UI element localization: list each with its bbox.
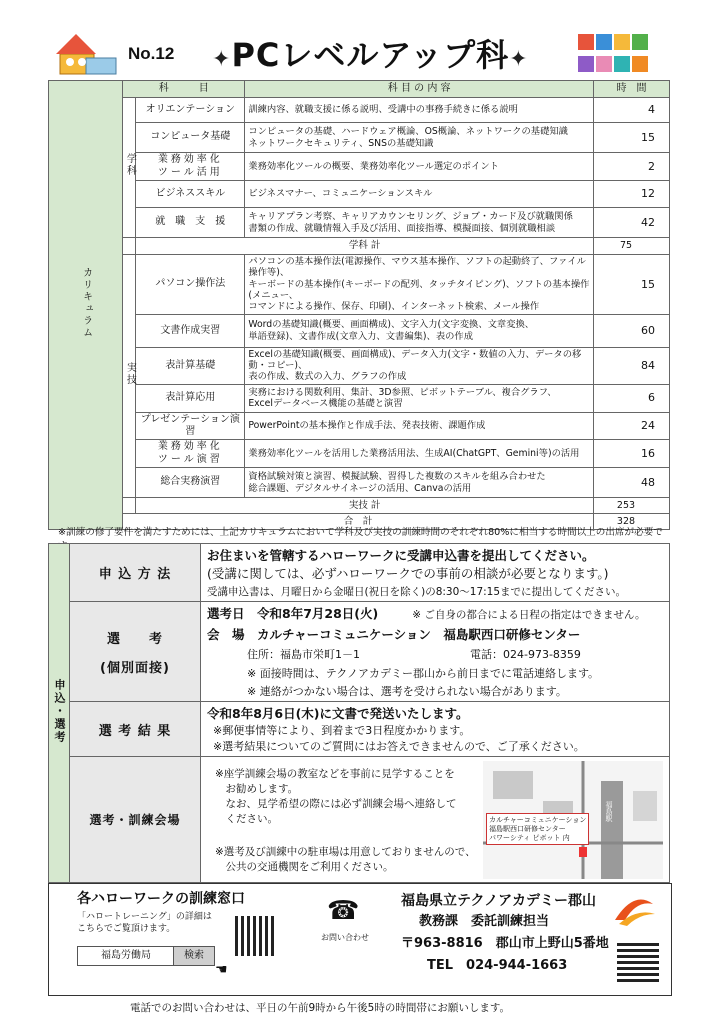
subject-hours: 15 <box>594 123 670 153</box>
subject-hours: 12 <box>594 181 670 208</box>
jitsugi-label: 実技 <box>123 255 136 498</box>
select-sub: (個別面接) <box>100 660 170 676</box>
subject-hours: 4 <box>594 98 670 123</box>
hw-desc: 「ハロートレーニング」の詳細は こちらでご覧頂けます。 <box>77 912 212 934</box>
subject-name: 就 職 支 援 <box>136 208 245 238</box>
map-station-label: 福島駅 <box>605 801 613 822</box>
venue-tel: 電話：024-973-8359 <box>470 648 581 661</box>
application-table <box>48 543 670 883</box>
subject-name: 表計算基礎 <box>136 347 245 384</box>
subject-content: 業務効率化ツールを活用した業務活用法、生成AI(ChatGPT、Gemini等)の活用 <box>245 440 594 468</box>
subject-name: パソコン操作法 <box>136 255 245 315</box>
attendance-note: ※訓練の修了要件を満たすためには、上記カリキュラムにおいて学科及び実技の訓練時間のそれぞれ80%に相当する時間以上の出席が必要で <box>58 527 663 538</box>
select-date: 選考日 令和8年7月28日(火) <box>207 606 379 621</box>
method-line1: お住まいを管轄するハローワークに受講申込書を提出してください。 <box>207 548 595 563</box>
result-label: 選 考 結 果 <box>70 702 201 757</box>
search-button[interactable]: 検索 <box>173 946 215 966</box>
subject-name: プレゼンテーション演習 <box>136 412 245 439</box>
grand-total: 328 <box>594 514 670 530</box>
sparkle-icon: ✦ <box>212 47 232 72</box>
contact-box <box>48 883 672 996</box>
gakka-total: 75 <box>594 238 670 255</box>
jitsugi-total: 253 <box>594 498 670 514</box>
result-line3: ※選考結果についてのご質問にはお答えできませんので、ご了承ください。 <box>213 740 585 753</box>
jitsugi-total-label: 実技 計 <box>136 498 594 514</box>
subject-name: 表計算応用 <box>136 384 245 412</box>
venue-map <box>483 761 663 879</box>
method-line3: 受講申込書は、月曜日から金曜日(祝日を除く)の8:30～17:15までに提出してください。 <box>207 586 627 598</box>
map-venue-label: カルチャーコミュニケーション 福島駅西口研修センター パワーシティ ピボット 内 <box>486 813 589 845</box>
subject-content: Wordの基礎知識(概要、画面構成)、文字入力(文字変換、文章変換、 単語登録)、文書作成(文章入力、文書編集)、表の作成 <box>245 314 594 347</box>
select-note2: ※ 連絡がつかない場合は、選考を受けられない場合があります。 <box>247 685 567 698</box>
select-label-cell <box>70 602 201 702</box>
subject-content: 業務効率化ツールの概要、業務効率化ツール選定のポイント <box>245 153 594 181</box>
qr-code-icon <box>235 916 275 956</box>
venue-address: 住所：福島市栄町1－1 <box>247 648 360 661</box>
subject-hours: 16 <box>594 440 670 468</box>
subject-name: 業務効率化 ツール演習 <box>136 440 245 468</box>
subject-hours: 24 <box>594 412 670 439</box>
subject-hours: 48 <box>594 468 670 498</box>
subject-content: 実務における関数利用、集計、3D参照、ピボットテーブル、複合グラフ、 Excelデータベース機能の基礎と演習 <box>245 384 594 412</box>
subject-hours: 15 <box>594 255 670 315</box>
subject-name: コンピュータ基礎 <box>136 123 245 153</box>
venue-label: 選考・訓練会場 <box>70 757 201 883</box>
col-content: 科 目 の 内 容 <box>245 81 594 98</box>
slogan-logo <box>576 30 652 80</box>
curriculum-category: カリキュラム <box>49 81 123 530</box>
sparkle-icon: ✦ <box>509 47 529 72</box>
method-label: 申 込 方 法 <box>70 544 201 602</box>
search-input[interactable]: 福島労働局 <box>77 946 175 966</box>
subject-content: PowerPointの基本操作と作成手法、発表技術、課題作成 <box>245 412 594 439</box>
org-name: 福島県立テクノアカデミー郡山 <box>401 893 597 909</box>
org-tel: TEL 024-944-1663 <box>427 958 568 973</box>
subject-content: Excelの基礎知識(概要、画面構成)、データ入力(文字・数値の入力、データの移動・コピー)、 表の作成、数式の入力、グラフの作成 <box>245 347 594 384</box>
subject-hours: 84 <box>594 347 670 384</box>
org-dept: 教務課 委託訓練担当 <box>419 914 550 929</box>
curriculum-table <box>48 80 670 530</box>
mascot-logo <box>56 28 120 78</box>
org-address: 〒963-8816 郡山市上野山5番地 <box>401 936 609 951</box>
subject-name: オリエンテーション <box>136 98 245 123</box>
venue-note1: ※座学訓練会場の教室などを事前に見学することを お勧めします。 なお、見学希望の際には必ず訓練会場へ連絡して ください。 <box>215 767 457 825</box>
grand-total-label: 合 計 <box>123 514 594 530</box>
subject-content: パソコンの基本操作法(電源操作、マウス基本操作、ソフトの起動終了、ファイル操作等)、 キーボードの基本操作(キーボードの配列、タッチタイピング)、ソフトの基本操作(メニュー、 コマンドによる操作、保存、印刷)、インターネット検索、メール操作 <box>245 255 594 315</box>
method-line2: (受講に関しては、必ずハローワークでの事前の相談が必要となります。) <box>207 566 609 581</box>
subject-name: 総合実務演習 <box>136 468 245 498</box>
subject-hours: 6 <box>594 384 670 412</box>
pointer-icon: ☚ <box>215 962 228 978</box>
subject-content: ビジネスマナー、コミュニケーションスキル <box>245 181 594 208</box>
venue-name: 会 場 カルチャーコミュニケーション 福島駅西口研修センター <box>207 627 581 642</box>
select-date-note: ※ ご自身の都合による日程の指定はできません。 <box>412 609 646 621</box>
subject-hours: 42 <box>594 208 670 238</box>
hw-title: 各ハローワークの訓練窓口 <box>77 891 245 907</box>
result-line1: 令和8年8月6日(木)に文書で発送いたします。 <box>207 706 469 721</box>
course-number: No.12 <box>128 44 175 63</box>
phone-icon: ☎ <box>327 896 360 926</box>
contact-label: お問い合わせ <box>321 933 369 942</box>
col-subject: 科 目 <box>123 81 245 98</box>
col-hours: 時 間 <box>594 81 670 98</box>
application-category: 申込・選考 <box>49 544 70 883</box>
select-label: 選 考 <box>106 631 163 647</box>
page-title: ✦PCレベルアップ科✦ <box>212 36 529 74</box>
subject-hours: 2 <box>594 153 670 181</box>
gakka-label: 学科 <box>123 98 136 238</box>
subject-name: 文書作成実習 <box>136 314 245 347</box>
venue-note2: ※選考及び訓練中の駐車場は用意しておりませんので、 公共の交通機関をご利用ください。 <box>215 845 476 873</box>
subject-content: 訓練内容、就職支援に係る説明、受講中の事務手続きに係る説明 <box>245 98 594 123</box>
subject-content: キャリアプラン考察、キャリアカウンセリング、ジョブ・カード及び就職関係 書類の作成、就職情報入手及び活用、面接指導、模擬面接、個別就職相談 <box>245 208 594 238</box>
footer-note: 電話でのお問い合わせは、平日の午前9時から午後5時の時間帯にお願いします。 <box>130 1002 511 1014</box>
subject-content: 資格試験対策と演習、模擬試験、習得した複数のスキルを組み合わせた 総合課題、デジタルサイネージの活用、Canvaの活用 <box>245 468 594 498</box>
gakka-total-label: 学科 計 <box>136 238 594 255</box>
qr-code-icon <box>617 940 659 982</box>
subject-content: コンピュータの基礎、ハードウェア概論、OS概論、ネットワークの基礎知識 ネットワークセキュリティ、SNSの基礎知識 <box>245 123 594 153</box>
result-line2: ※郵便事情等により、到着まで3日程度かかります。 <box>213 724 471 737</box>
subject-hours: 60 <box>594 314 670 347</box>
select-note1: ※ 面接時間は、テクノアカデミー郡山から前日までに電話連絡します。 <box>247 667 600 680</box>
subject-name: 業務効率化 ツール活用 <box>136 153 245 181</box>
subject-name: ビジネススキル <box>136 181 245 208</box>
academy-logo <box>611 890 657 930</box>
